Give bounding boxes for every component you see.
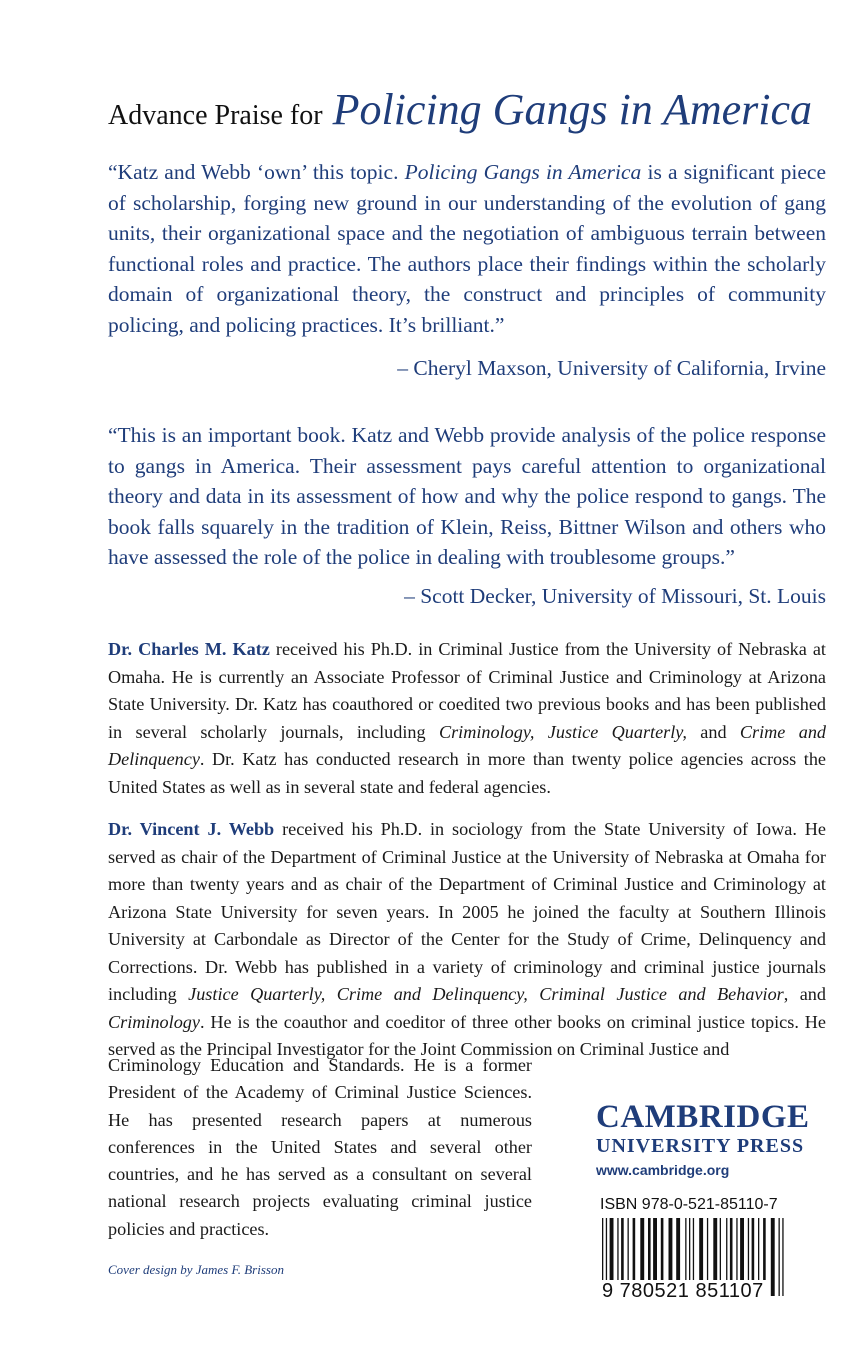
barcode-digits: 9 780521 851107 [602,1280,764,1302]
bio-name: Dr. Vincent J. Webb [108,819,275,839]
publisher-url: www.cambridge.org [596,1162,730,1178]
bio-katz [108,636,826,801]
bio-text: . Dr. Katz has conducted research in more than twenty police agencies across the United States as well as in several state and federal agencies. [108,749,826,797]
cover-credit: Cover design by James F. Brisson [108,1262,284,1277]
bio-text: , and [783,984,826,1004]
publisher-subtitle: UNIVERSITY PRESS [596,1135,805,1157]
bio-text: . He is the coauthor and coeditor of three other books on criminal justice topics. He served as the Principal Investigator for the Joint Commission on Criminal Justice and [108,1011,826,1059]
publisher-name: CAMBRIDGE [596,1099,810,1135]
bio-text: received his Ph.D. in sociology from the State University of Iowa. He served as chair of the Department of Criminal Justice at the University of Nebraska at Omaha for more than twenty years and as chair of the Department of Criminal Justice and Criminology at Arizona State University for seven years. In 2005 he joined the faculty at Southern Illinois University at Carbondale as Director of the Center for the Study of Crime, Delinquency and Corrections. Dr. Webb has published in a variety of criminology and criminal justice journals including [108,819,827,1004]
bio-journals: Justice Quarterly, Crime and Delinquency, Criminal Justice and Behavior [188,984,784,1004]
bio-webb [108,816,826,1064]
barcode-bar [771,1218,775,1296]
attribution-maxson: – Cheryl Maxson, University of California, Irvine [397,356,826,380]
bio-text: and [686,721,740,742]
barcode-bar [782,1218,783,1296]
bio-journals: Criminology [108,1011,200,1032]
attribution-decker: – Scott Decker, University of Missouri, St. Louis [404,584,826,608]
quote-decker: “This is an important book. Katz and Webb provide analysis of the police response to gangs in America. Their assessment pays careful attention to organizational theory and data in its assessment of how and why the police respond to gangs. The book falls squarely in the tradition of Klein, Reiss, Bittner Wilson and others who have assessed the role of the police in dealing with troublesome groups.” [108,423,826,570]
bio-webb-continued: Criminology Education and Standards. He is a former President of the Academy of Criminal Justice Sciences. He has presented research papers at numerous conferences in the United States and several other countries, and he has served as a consultant on several national research projects evaluating criminal justice policies and practices. [108,1055,532,1239]
publisher-logo [596,1100,826,1178]
book-title: Policing Gangs in America [332,85,813,134]
isbn-label: ISBN 978-0-521-85110-7 [600,1196,778,1213]
quote-body: is a significant piece of scholarship, forging new ground in our understanding of the evolution of gang units, their organizational space and the negotiation of ambiguous terrain between functional roles and practice. The authors place their findings within the scholarly domain of organizational theory, the construct and principles of community policing, and policing practices. It’s brilliant.” [108,160,826,337]
bio-name: Dr. Charles M. Katz [108,639,270,659]
quote-open: “Katz and Webb ‘own’ this topic. [108,160,405,184]
bio-journals: Criminology, Justice Quarterly, [438,721,687,742]
barcode-bar [779,1218,780,1296]
bio-journals: Crime and Delinquency [108,721,827,769]
quote-book-title: Policing Gangs in America [404,160,642,184]
heading-prefix: Advance Praise for [108,100,323,131]
quote-maxson [108,157,826,341]
bio-text: received his Ph.D. in Criminal Justice from the University of Nebraska at Omaha. He is currently an Associate Professor of Criminal Justice and Criminology at Arizona State University. Dr. Katz has coauthored or coedited two previous books and has been published in several scholarly journals, including [108,639,826,742]
praise-heading [108,84,848,135]
